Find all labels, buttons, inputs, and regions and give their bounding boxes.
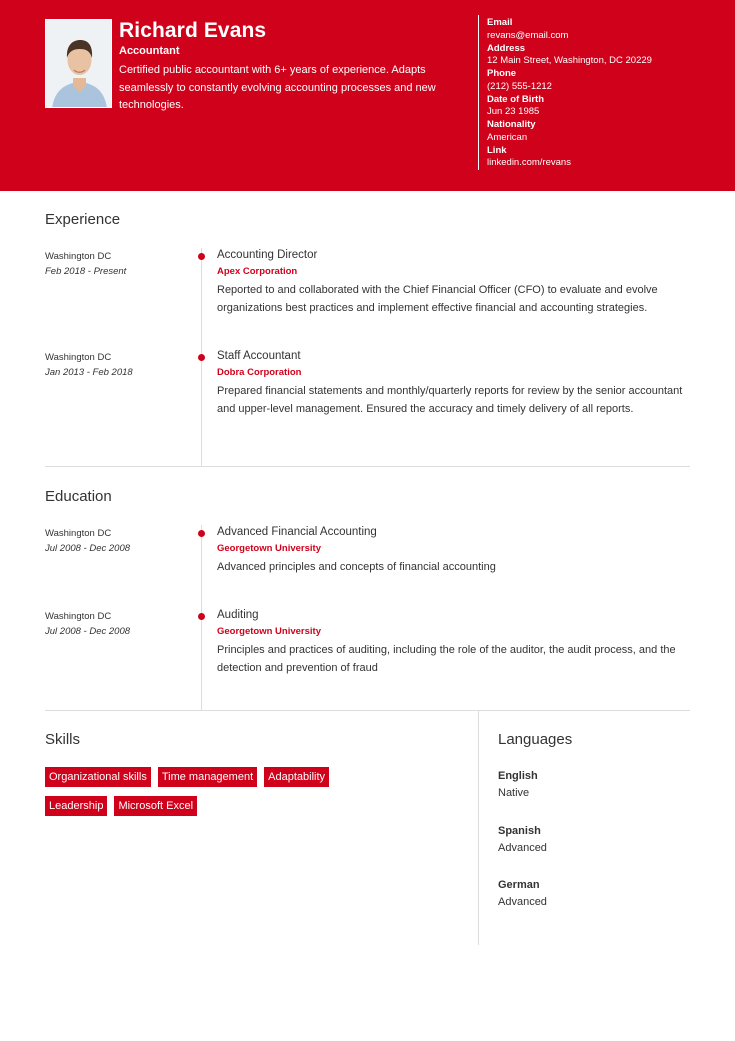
language-item (498, 879, 547, 908)
contact-value-dob: Jun 23 1985 (487, 106, 540, 118)
skill-tag: Organizational skills (45, 767, 151, 787)
candidate-name: Richard Evans (119, 19, 267, 42)
contact-value-address: 12 Main Street, Washington, DC 20229 (487, 55, 652, 67)
language-name: Spanish (498, 825, 541, 837)
education-heading: Education (45, 488, 112, 505)
section-divider (45, 466, 690, 467)
contact-label-email: Email (487, 17, 513, 28)
timeline-dot (198, 613, 205, 620)
timeline-dot (198, 530, 205, 537)
entry-location: Washington DC (45, 352, 112, 363)
entry-location: Washington DC (45, 528, 112, 539)
language-level: Native (498, 787, 530, 799)
entry-title: Accounting Director (217, 249, 318, 261)
entry-title: Staff Accountant (217, 350, 301, 362)
contact-value-phone: (212) 555-1212 (487, 80, 552, 92)
entry-location: Washington DC (45, 251, 112, 262)
contact-value-email: revans@email.com (487, 29, 569, 41)
entry-title: Advanced Financial Accounting (217, 526, 377, 538)
language-item (498, 825, 547, 854)
profile-photo (45, 19, 112, 108)
language-name: English (498, 770, 538, 782)
skill-tag: Leadership (45, 796, 107, 816)
language-item (498, 770, 538, 799)
skills-row (45, 767, 465, 787)
education-item (45, 528, 690, 598)
entry-organization: Apex Corporation (217, 266, 298, 277)
experience-item (45, 352, 690, 452)
contact-details (487, 17, 727, 170)
candidate-role: Accountant (119, 45, 180, 57)
language-level: Advanced (498, 896, 547, 908)
profile-summary: Certified public accountant with 6+ years of experience. Adapts seamlessly to constantly evolving accounting processes and new technologies. (119, 64, 436, 111)
skill-tag: Adaptability (264, 767, 329, 787)
section-divider (45, 710, 690, 711)
entry-description: Principles and practices of auditing, including the role of the auditor, the audit process, and the detection and prevention of fraud (217, 644, 676, 674)
skills-heading: Skills (45, 731, 81, 748)
person-portrait-icon (46, 20, 112, 108)
languages-heading: Languages (498, 731, 573, 748)
entry-date: Feb 2018 - Present (45, 266, 127, 277)
entry-organization: Georgetown University (217, 626, 321, 637)
entry-organization: Georgetown University (217, 543, 321, 554)
skills-list (45, 767, 465, 825)
resume-header (0, 0, 735, 191)
timeline-dot (198, 253, 205, 260)
contact-label-nationality: Nationality (487, 119, 536, 130)
experience-heading: Experience (45, 211, 121, 228)
language-name: German (498, 879, 540, 891)
entry-location: Washington DC (45, 611, 112, 622)
contact-label-address: Address (487, 42, 526, 54)
entry-title: Auditing (217, 609, 259, 621)
language-level: Advanced (498, 842, 547, 854)
contact-value-nationality: American (487, 131, 528, 143)
skills-row (45, 796, 465, 816)
entry-date: Jul 2008 - Dec 2008 (45, 626, 131, 637)
contact-label-dob: Date of Birth (487, 93, 544, 105)
entry-description: Reported to and collaborated with the Chief Financial Officer (CFO) to evaluate and evolve organizations best practices and implement effective financial and accounting strategies. (217, 284, 658, 314)
contact-label-phone: Phone (487, 68, 517, 79)
header-divider (478, 15, 479, 170)
entry-description: Prepared financial statements and monthly/quarterly reports for review by the senior accountant and upper-level management. Ensured the accuracy and timely delivery of all reports. (217, 385, 683, 415)
experience-item (45, 251, 690, 341)
timeline-dot (198, 354, 205, 361)
entry-description: Advanced principles and concepts of financial accounting (217, 561, 496, 573)
entry-organization: Dobra Corporation (217, 367, 302, 378)
contact-label-link: Link (487, 144, 507, 156)
entry-date: Jul 2008 - Dec 2008 (45, 543, 131, 554)
skill-tag: Microsoft Excel (114, 796, 197, 816)
entry-date: Jan 2013 - Feb 2018 (45, 367, 133, 378)
column-divider (478, 711, 479, 945)
education-item (45, 611, 690, 691)
skill-tag: Time management (158, 767, 257, 787)
contact-value-link: linkedin.com/revans (487, 157, 571, 169)
